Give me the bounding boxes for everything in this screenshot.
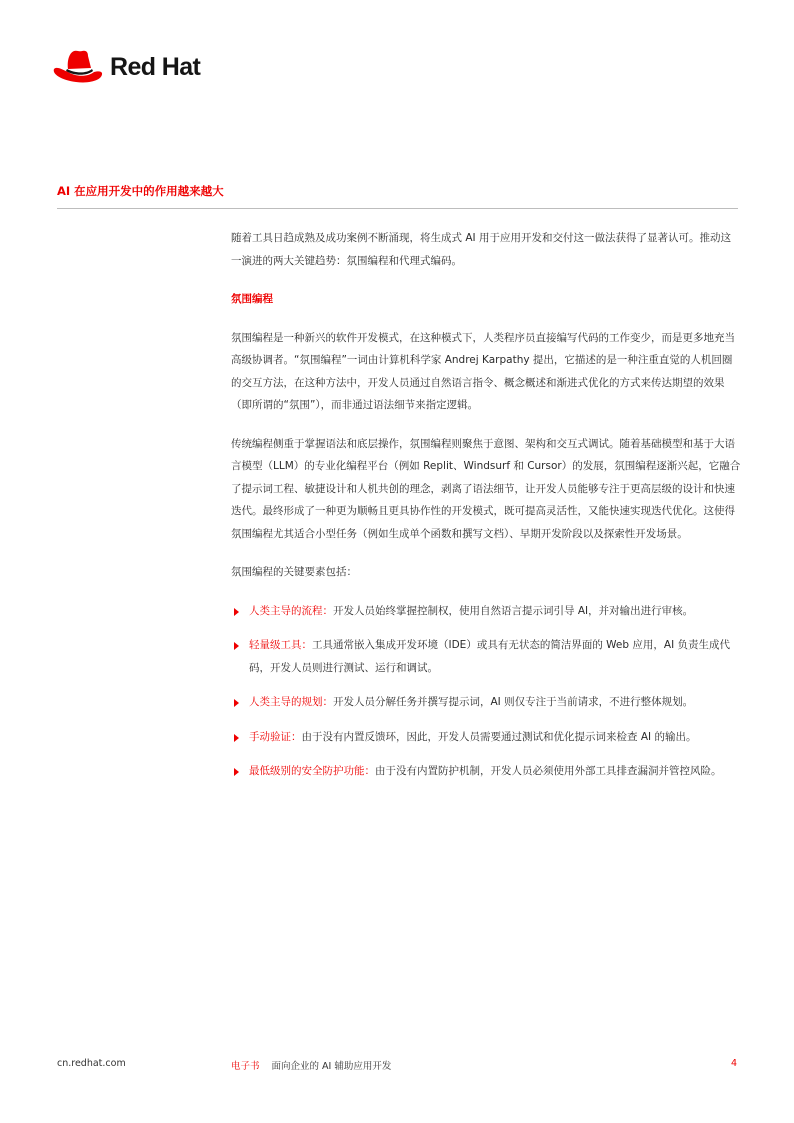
list-item <box>231 634 741 679</box>
red-hat-logo <box>52 47 200 87</box>
list-item-text: 开发人员分解任务并撰写提示词，AI 则仅专注于当前请求，不进行整体规划。 <box>333 696 694 708</box>
bullet-arrow-icon <box>234 768 239 776</box>
list-item-term: 最低级别的安全防护功能： <box>249 765 375 777</box>
list-item <box>231 691 741 714</box>
section-divider <box>57 208 738 209</box>
bullet-arrow-icon <box>234 608 239 616</box>
footer-doc-type: 电子书 <box>231 1061 260 1072</box>
list-item <box>231 726 741 749</box>
list-item-text: 由于没有内置反馈环，因此，开发人员需要通过测试和优化提示词来检查 AI 的输出。 <box>301 730 697 743</box>
list-item <box>231 600 741 623</box>
subheading: 氛围编程 <box>231 293 273 305</box>
footer-website-link[interactable]: cn.redhat.com <box>57 1058 126 1069</box>
list-intro: 氛围编程的关键要素包括： <box>231 566 357 578</box>
main-content <box>231 227 741 795</box>
body-paragraph: 氛围编程是一种新兴的软件开发模式，在这种模式下，人类程序员直接编写代码的工作变少，而是更多地充当高级协调者。“氛围编程”一词由计算机科学家 Andrej Karpathy 提出，它描述的是一种注重直觉的人机回圈的交互方法，在这种方法中，开发人员通过自然语言指令、概念概述和渐进式优化的方式来传达期望的效果（即所谓的“氛围”），而非通过语法细节来指定逻辑。 <box>231 331 735 411</box>
list-item-text: 工具通常嵌入集成开发环境（IDE）或具有无状态的简洁界面的 Web 应用，AI 负责生成代码，开发人员则进行测试、运行和调试。 <box>249 639 730 674</box>
bullet-arrow-icon <box>234 642 239 650</box>
list-item-text: 开发人员始终掌握控制权，使用自然语言提示词引导 AI，并对输出进行审核。 <box>333 604 694 617</box>
body-paragraph: 传统编程侧重于掌握语法和底层操作，氛围编程则聚焦于意图、架构和交互式调试。随着基础模型和基于大语言模型（LLM）的专业化编程平台（例如 Replit、Windsurf 和 Cursor）的发展，氛围编程逐渐兴起，它融合了提示词工程、敏捷设计和人机共创的理念，剥离了语法细节，让开发人员能够专注于更高层级的设计和快速迭代。最终形成了一种更为顺畅且更具协作性的开发模式，既可提高灵活性，又能快速实现迭代优化。这使得氛围编程尤其适合小型任务（例如生成单个函数和撰写文档）、早期开发阶段以及探索性开发场景。 <box>231 437 741 540</box>
footer-doc-info <box>231 1058 391 1072</box>
list-item <box>231 760 741 783</box>
red-hat-fedora-icon <box>52 47 104 87</box>
list-item-term: 人类主导的流程： <box>249 604 333 617</box>
list-item-term: 人类主导的规划： <box>249 696 333 708</box>
bullet-arrow-icon <box>234 699 239 707</box>
list-item-text: 由于没有内置防护机制，开发人员必须使用外部工具排查漏洞并管控风险。 <box>375 765 722 777</box>
list-item-term: 轻量级工具： <box>249 639 312 651</box>
key-elements-list <box>231 600 741 783</box>
bullet-arrow-icon <box>234 734 239 742</box>
brand-name: Red Hat <box>110 52 201 81</box>
intro-paragraph: 随着工具日趋成熟及成功案例不断涌现，将生成式 AI 用于应用开发和交付这一做法获得了显著认可。推动这一演进的两大关键趋势：氛围编程和代理式编码。 <box>231 232 731 267</box>
list-item-term: 手动验证： <box>249 730 302 743</box>
section-title: AI 在应用开发中的作用越来越大 <box>57 184 224 198</box>
page-number: 4 <box>730 1058 737 1069</box>
footer-doc-title: 面向企业的 AI 辅助应用开发 <box>271 1061 392 1072</box>
